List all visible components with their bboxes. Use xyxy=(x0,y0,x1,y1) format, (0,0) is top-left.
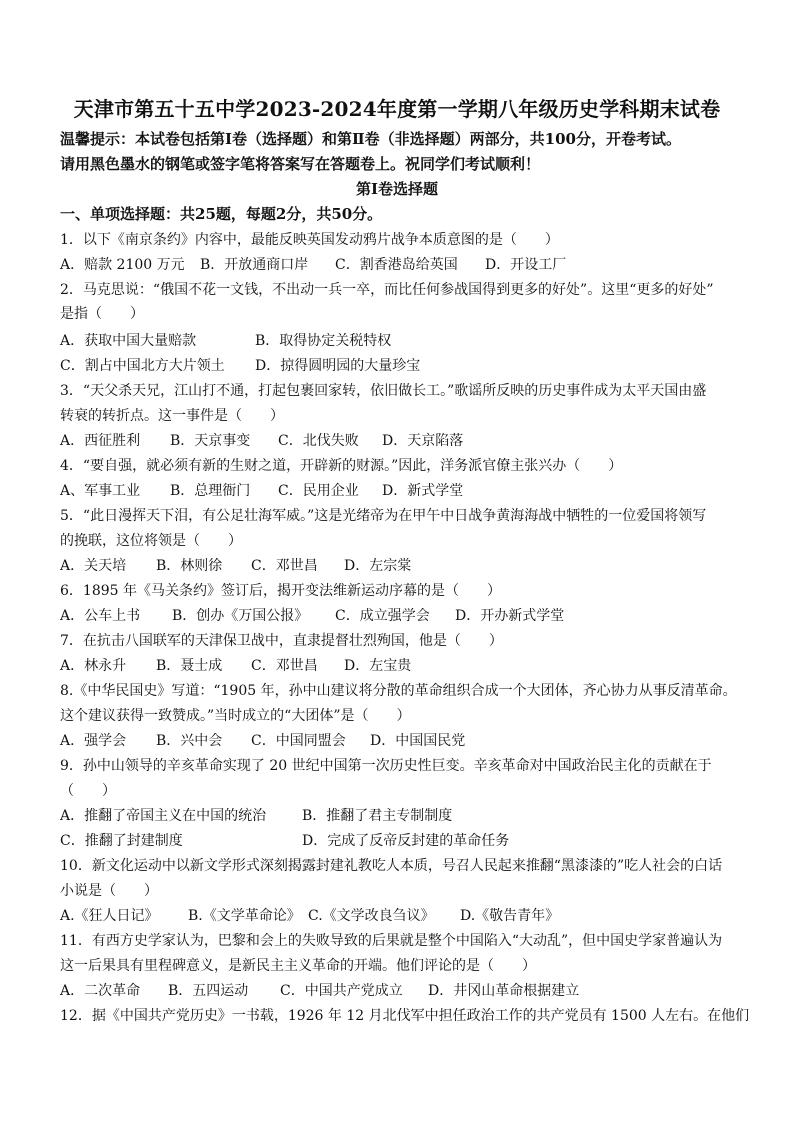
option-c: C.《文学改良刍议》 xyxy=(308,908,435,924)
notice-line-1: 温馨提示：本试卷包括第Ⅰ卷（选择题）和第Ⅱ卷（非选择题）两部分，共100分，开卷考试。 xyxy=(60,130,681,148)
option-d: D．完成了反帝反封建的革命任务 xyxy=(302,833,510,849)
option-a: A、军事工业 xyxy=(60,483,141,499)
option-b: B．开放通商口岸 xyxy=(200,257,309,273)
option-c: C．中国同盟会 xyxy=(251,733,346,749)
option-a: A．推翻了帝国主义在中国的统治 xyxy=(60,808,267,824)
option-d: D．掠得圆明园的大量珍宝 xyxy=(255,358,421,374)
question-4-stem: 4．“要自强，就必须有新的生财之道，开辟新的财源。”因此，洋务派官僚主张兴办（ ） xyxy=(60,458,623,474)
question-5-options xyxy=(60,557,740,575)
question-5-stem: 5．“此日漫挥天下泪，有公足壮海军威。”这是光绪帝为在甲午中日战争黄海海战中牺牲的一位爱国将领写 xyxy=(60,508,707,524)
question-8-options xyxy=(60,732,740,750)
question-5-stem-cont: 的挽联，这位将领是（ ） xyxy=(60,533,242,549)
option-d: D．左宗棠 xyxy=(344,558,412,574)
option-b: B．总理衙门 xyxy=(170,483,251,499)
option-a: A．关天培 xyxy=(60,558,127,574)
option-b: B．天京事变 xyxy=(170,433,251,449)
question-7-options xyxy=(60,657,740,675)
option-a: A．公车上书 xyxy=(60,608,141,624)
question-10-stem: 10．新文化运动中以新文学形式深刻揭露封建礼教吃人本质，号召人民起来推翻“黑漆漆的”吃人社会的白话 xyxy=(60,858,723,874)
part-heading: 一、单项选择题：共25题，每题2分，共50分。 xyxy=(60,205,383,223)
question-9-options-row2 xyxy=(60,832,740,850)
question-6-options xyxy=(60,607,740,625)
option-d: D．开设工厂 xyxy=(485,257,567,273)
option-c: C．北伐失败 xyxy=(278,433,359,449)
exam-title: 天津市第五十五中学2023-2024年度第一学期八年级历史学科期末试卷 xyxy=(73,97,721,121)
question-9-stem: 9．孙中山领导的辛亥革命实现了 20 世纪中国第一次历史性巨变。辛亥革命对中国政治民主化的贡献在于 xyxy=(60,758,712,774)
option-c: C．邓世昌 xyxy=(251,658,318,674)
question-10-options xyxy=(60,907,740,925)
option-c: C．割占中国北方大片领土 xyxy=(60,358,225,374)
option-b: B．林则徐 xyxy=(156,558,223,574)
question-1-options xyxy=(60,256,740,274)
option-a: A．赔款 2100 万元 xyxy=(60,257,185,273)
option-c: C．民用企业 xyxy=(278,483,359,499)
option-b: B．推翻了君主专制制度 xyxy=(302,808,453,824)
question-8-stem-cont: 这个建议获得一致赞成。”当时成立的“大团体”是（ ） xyxy=(60,708,411,724)
option-a: A．二次革命 xyxy=(60,983,141,999)
question-3-options xyxy=(60,432,740,450)
question-2-options-row2 xyxy=(60,357,740,375)
option-d: D．井冈山革命根据建立 xyxy=(428,983,580,999)
question-11-options xyxy=(60,982,740,1000)
option-d: D．新式学堂 xyxy=(382,483,464,499)
question-8-stem: 8.《中华民国史》写道：“1905 年，孙中山建议将分散的革命组织合成一个大团体，齐心协力从事反清革命。 xyxy=(60,683,737,699)
option-d: D．左宝贵 xyxy=(344,658,412,674)
question-3-stem-cont: 转衰的转折点。这一事件是（ ） xyxy=(60,408,284,424)
question-11-stem-cont: 这一后果具有里程碑意义，是新民主主义革命的开端。他们评论的是（ ） xyxy=(60,958,536,974)
question-9-stem-cont: （ ） xyxy=(60,783,116,799)
question-7-stem: 7．在抗击八国联军的天津保卫战中，直隶提督壮烈殉国，他是（ ） xyxy=(60,633,503,649)
section-title: 第Ⅰ卷选择题 xyxy=(355,180,439,198)
option-d: D．中国国民党 xyxy=(370,733,466,749)
option-c: C．割香港岛给英国 xyxy=(335,257,458,273)
option-a: A．西征胜利 xyxy=(60,433,141,449)
question-2-options-row1 xyxy=(60,332,740,350)
question-10-stem-cont: 小说是（ ） xyxy=(60,883,158,899)
option-b: B.《文学革命论》 xyxy=(188,908,301,924)
option-b: B．五四运动 xyxy=(168,983,249,999)
option-c: C．推翻了封建制度 xyxy=(60,833,183,849)
option-d: D.《敬告青年》 xyxy=(460,908,560,924)
question-1-stem: 1．以下《南京条约》内容中，最能反映英国发动鸦片战争本质意图的是（ ） xyxy=(60,232,559,248)
option-c: C．成立强学会 xyxy=(335,608,430,624)
question-4-options xyxy=(60,482,740,500)
option-c: C．中国共产党成立 xyxy=(280,983,403,999)
option-a: A．林永升 xyxy=(60,658,127,674)
option-b: B．取得协定关税特权 xyxy=(255,333,392,349)
option-a: A.《狂人日记》 xyxy=(60,908,159,924)
question-2-stem: 2．马克思说：“俄国不花一文钱，不出动一兵一卒，而比任何参战国得到更多的好处”。这里“更多的好处” xyxy=(60,282,714,298)
question-11-stem: 11．有西方史学家认为，巴黎和会上的失败导致的后果就是整个中国陷入“大动乱”，但中国史学家普遍认为 xyxy=(60,933,723,949)
option-a: A．强学会 xyxy=(60,733,127,749)
question-2-stem-cont: 是指（ ） xyxy=(60,306,144,322)
option-d: D．天京陷落 xyxy=(382,433,464,449)
question-3-stem: 3．“天父杀天兄，江山打不通，打起包裹回家转，依旧做长工。”歌谣所反映的历史事件成为太平天国由盛 xyxy=(60,383,707,399)
question-9-options-row1 xyxy=(60,807,740,825)
notice-line-2: 请用黑色墨水的钢笔或签字笔将答案写在答题卷上。祝同学们考试顺利！ xyxy=(60,155,541,173)
option-b: B．创办《万国公报》 xyxy=(172,608,309,624)
option-a: A．获取中国大量赔款 xyxy=(60,333,197,349)
option-c: C．邓世昌 xyxy=(251,558,318,574)
option-b: B．聂士成 xyxy=(156,658,223,674)
question-6-stem: 6．1895 年《马关条约》签订后，揭开变法维新运动序幕的是（ ） xyxy=(60,583,501,599)
question-12-stem: 12．据《中国共产党历史》一书载，1926 年 12 月北伐军中担任政治工作的共产党员有 1500 人左右。在他们 xyxy=(60,1008,750,1024)
option-d: D．开办新式学堂 xyxy=(455,608,565,624)
option-b: B．兴中会 xyxy=(156,733,223,749)
